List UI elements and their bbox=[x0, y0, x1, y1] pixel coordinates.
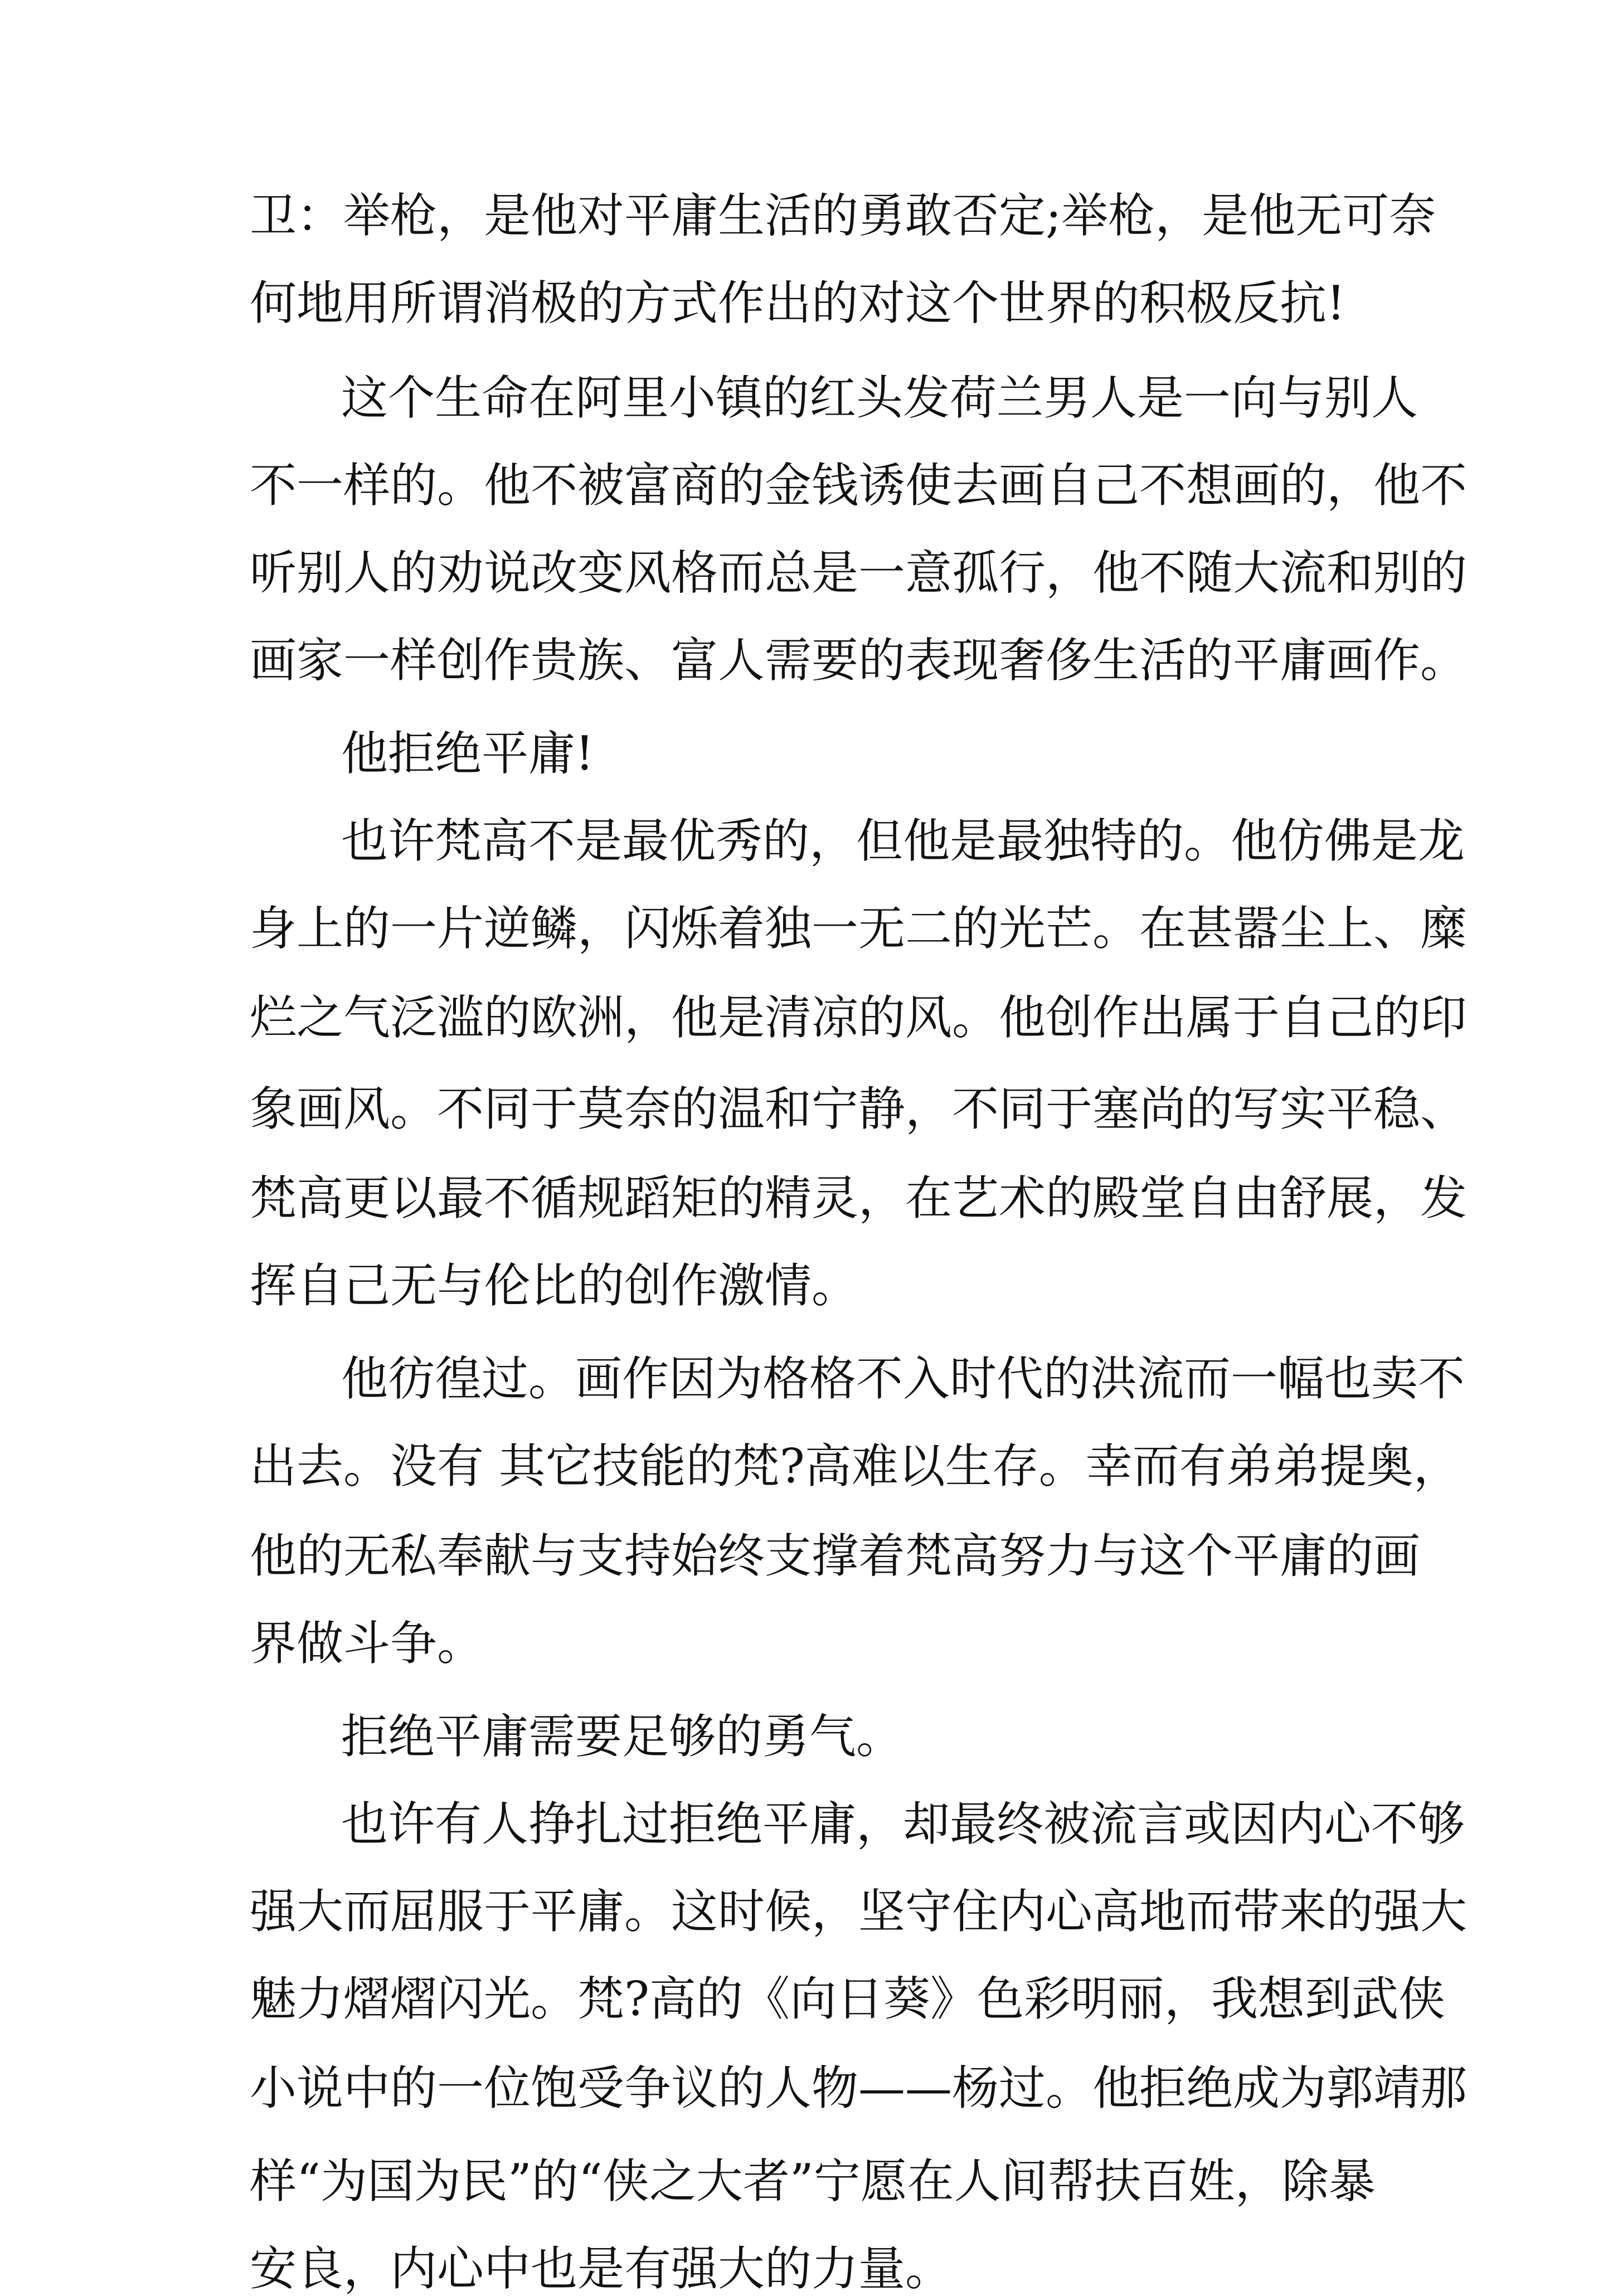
text-line-20: 强大而屈服于平庸。这时候，坚守住内心高地而带来的强大 bbox=[250, 1884, 1468, 1939]
text-line-2: 何地用所谓消极的方式作出的对这个世界的积极反抗! bbox=[250, 276, 1345, 330]
text-line-9: 身上的一片逆鳞，闪烁着独一无二的光芒。在甚嚣尘上、糜 bbox=[250, 901, 1468, 956]
text-line-10: 烂之气泛滥的欧洲，他是清凉的风。他创作出属于自己的印 bbox=[250, 990, 1468, 1045]
text-line-5: 听别人的劝说改变风格而总是一意孤行，他不随大流和别的 bbox=[250, 546, 1468, 600]
text-line-6: 画家一样创作贵族、富人需要的表现奢侈生活的平庸画作。 bbox=[250, 633, 1468, 688]
paragraph-start-line-7: 他拒绝平庸! bbox=[341, 726, 594, 781]
paragraph-start-line-8: 也许梵高不是最优秀的，但他是最独特的。他仿佛是龙 bbox=[341, 814, 1465, 868]
text-line-15: 出去。没有 其它技能的梵?高难以生存。幸而有弟弟提奥， bbox=[250, 1439, 1460, 1494]
paragraph-start-line-19: 也许有人挣扎过拒绝平庸，却最终被流言或因内心不够 bbox=[341, 1797, 1465, 1851]
paragraph-start-line-18: 拒绝平庸需要足够的勇气。 bbox=[341, 1709, 903, 1764]
text-line-22: 小说中的一位饱受争议的人物——杨过。他拒绝成为郭靖那 bbox=[250, 2061, 1468, 2115]
text-line-13: 挥自己无与伦比的创作激情。 bbox=[250, 1258, 859, 1313]
text-line-21: 魅力熠熠闪光。梵?高的《向日葵》色彩明丽，我想到武侠 bbox=[250, 1972, 1446, 2026]
text-line-12: 梵高更以最不循规蹈矩的精灵，在艺术的殿堂自由舒展，发 bbox=[250, 1171, 1468, 1225]
text-line-1: 卫：举枪，是他对平庸生活的勇敢否定;举枪，是他无可奈 bbox=[250, 188, 1436, 243]
text-line-17: 界做斗争。 bbox=[250, 1616, 484, 1671]
paragraph-start-line-3: 这个生命在阿里小镇的红头发荷兰男人是一向与别人 bbox=[341, 371, 1418, 425]
text-line-24: 安良，内心中也是有强大的力量。 bbox=[250, 2241, 953, 2296]
paragraph-start-line-14: 他彷徨过。画作因为格格不入时代的洪流而一幅也卖不 bbox=[341, 1351, 1465, 1406]
text-line-4: 不一样的。他不被富商的金钱诱使去画自己不想画的，他不 bbox=[250, 458, 1468, 513]
text-line-23: 样“为国为民”的“侠之大者”宁愿在人间帮扶百姓，除暴 bbox=[250, 2154, 1376, 2209]
text-line-16: 他的无私奉献与支持始终支撑着梵高努力与这个平庸的画 bbox=[250, 1529, 1421, 1583]
text-line-11: 象画风。不同于莫奈的温和宁静，不同于塞尚的写实平稳、 bbox=[250, 1082, 1468, 1136]
